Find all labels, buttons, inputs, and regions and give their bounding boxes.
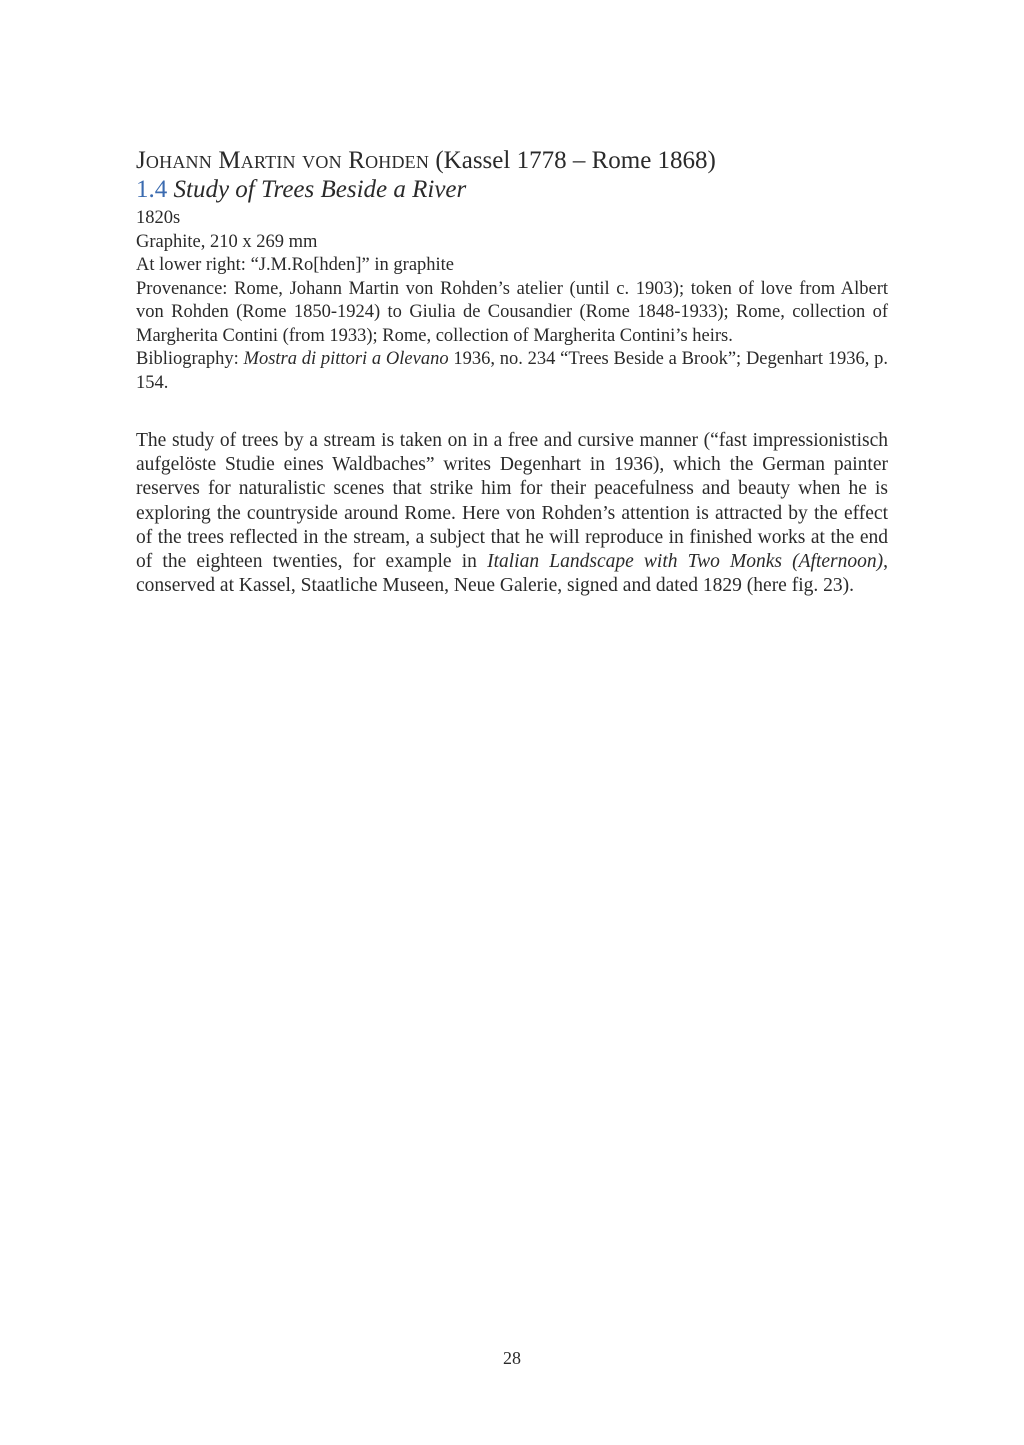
essay-paragraph xyxy=(136,429,888,598)
essay-text-part2: , conserved at Kassel, Staatliche Museen, Neue Galerie, signed and dated 1829 (here fig. 23). xyxy=(136,551,888,597)
essay-artwork-title: Italian Landscape with Two Monks (Afternoon) xyxy=(487,551,884,573)
artwork-inscription: At lower right: “J.M.Ro[hden]” in graphite xyxy=(136,255,455,275)
bibliography-exhibition-title: Mostra di pittori a Olevano xyxy=(243,349,449,369)
artwork-date: 1820s xyxy=(136,208,181,228)
essay-text-part1: The study of trees by a stream is taken on in a free and cursive manner (“fast impressionistisch aufgelöste Studie eines Waldbaches” writes Degenhart in 1936), which the German painter reserves for naturalistic scenes that strike him for their peacefulness and beauty when he is exploring the countryside around Rome. Here von Rohden’s attention is attracted by the effect of the trees reflected in the stream, a subject that he will reproduce in finished works at the end of the eighteen twenties, for example in xyxy=(136,430,888,573)
provenance: Provenance: Rome, Johann Martin von Rohden’s atelier (until c. 1903); token of love from Albert von Rohden (Rome 1850-1924) to Giulia de Cousandier (Rome 1848-1933); Rome, collection of Margherita Contini (from 1933); Rome, collection of Margherita Contini’s heirs. xyxy=(136,278,888,346)
catalog-entry xyxy=(136,146,888,598)
bibliography-label: Bibliography: xyxy=(136,349,239,369)
artist-heading xyxy=(136,146,888,176)
artist-name: Johann Martin von Rohden xyxy=(136,147,430,174)
artwork-medium: Graphite, 210 x 269 mm xyxy=(136,231,318,252)
artwork-heading xyxy=(136,176,888,204)
catalog-number: 1.4 xyxy=(136,176,168,203)
bibliography-rest: 1936, no. 234 “Trees Beside a Brook”; Degenhart 1936, p. 154. xyxy=(136,349,888,393)
artwork-title: Study of Trees Beside a River xyxy=(173,176,467,203)
artist-dates: (Kassel 1778 – Rome 1868) xyxy=(435,147,716,174)
page-number: 28 xyxy=(503,1348,521,1368)
bibliography xyxy=(136,348,888,395)
